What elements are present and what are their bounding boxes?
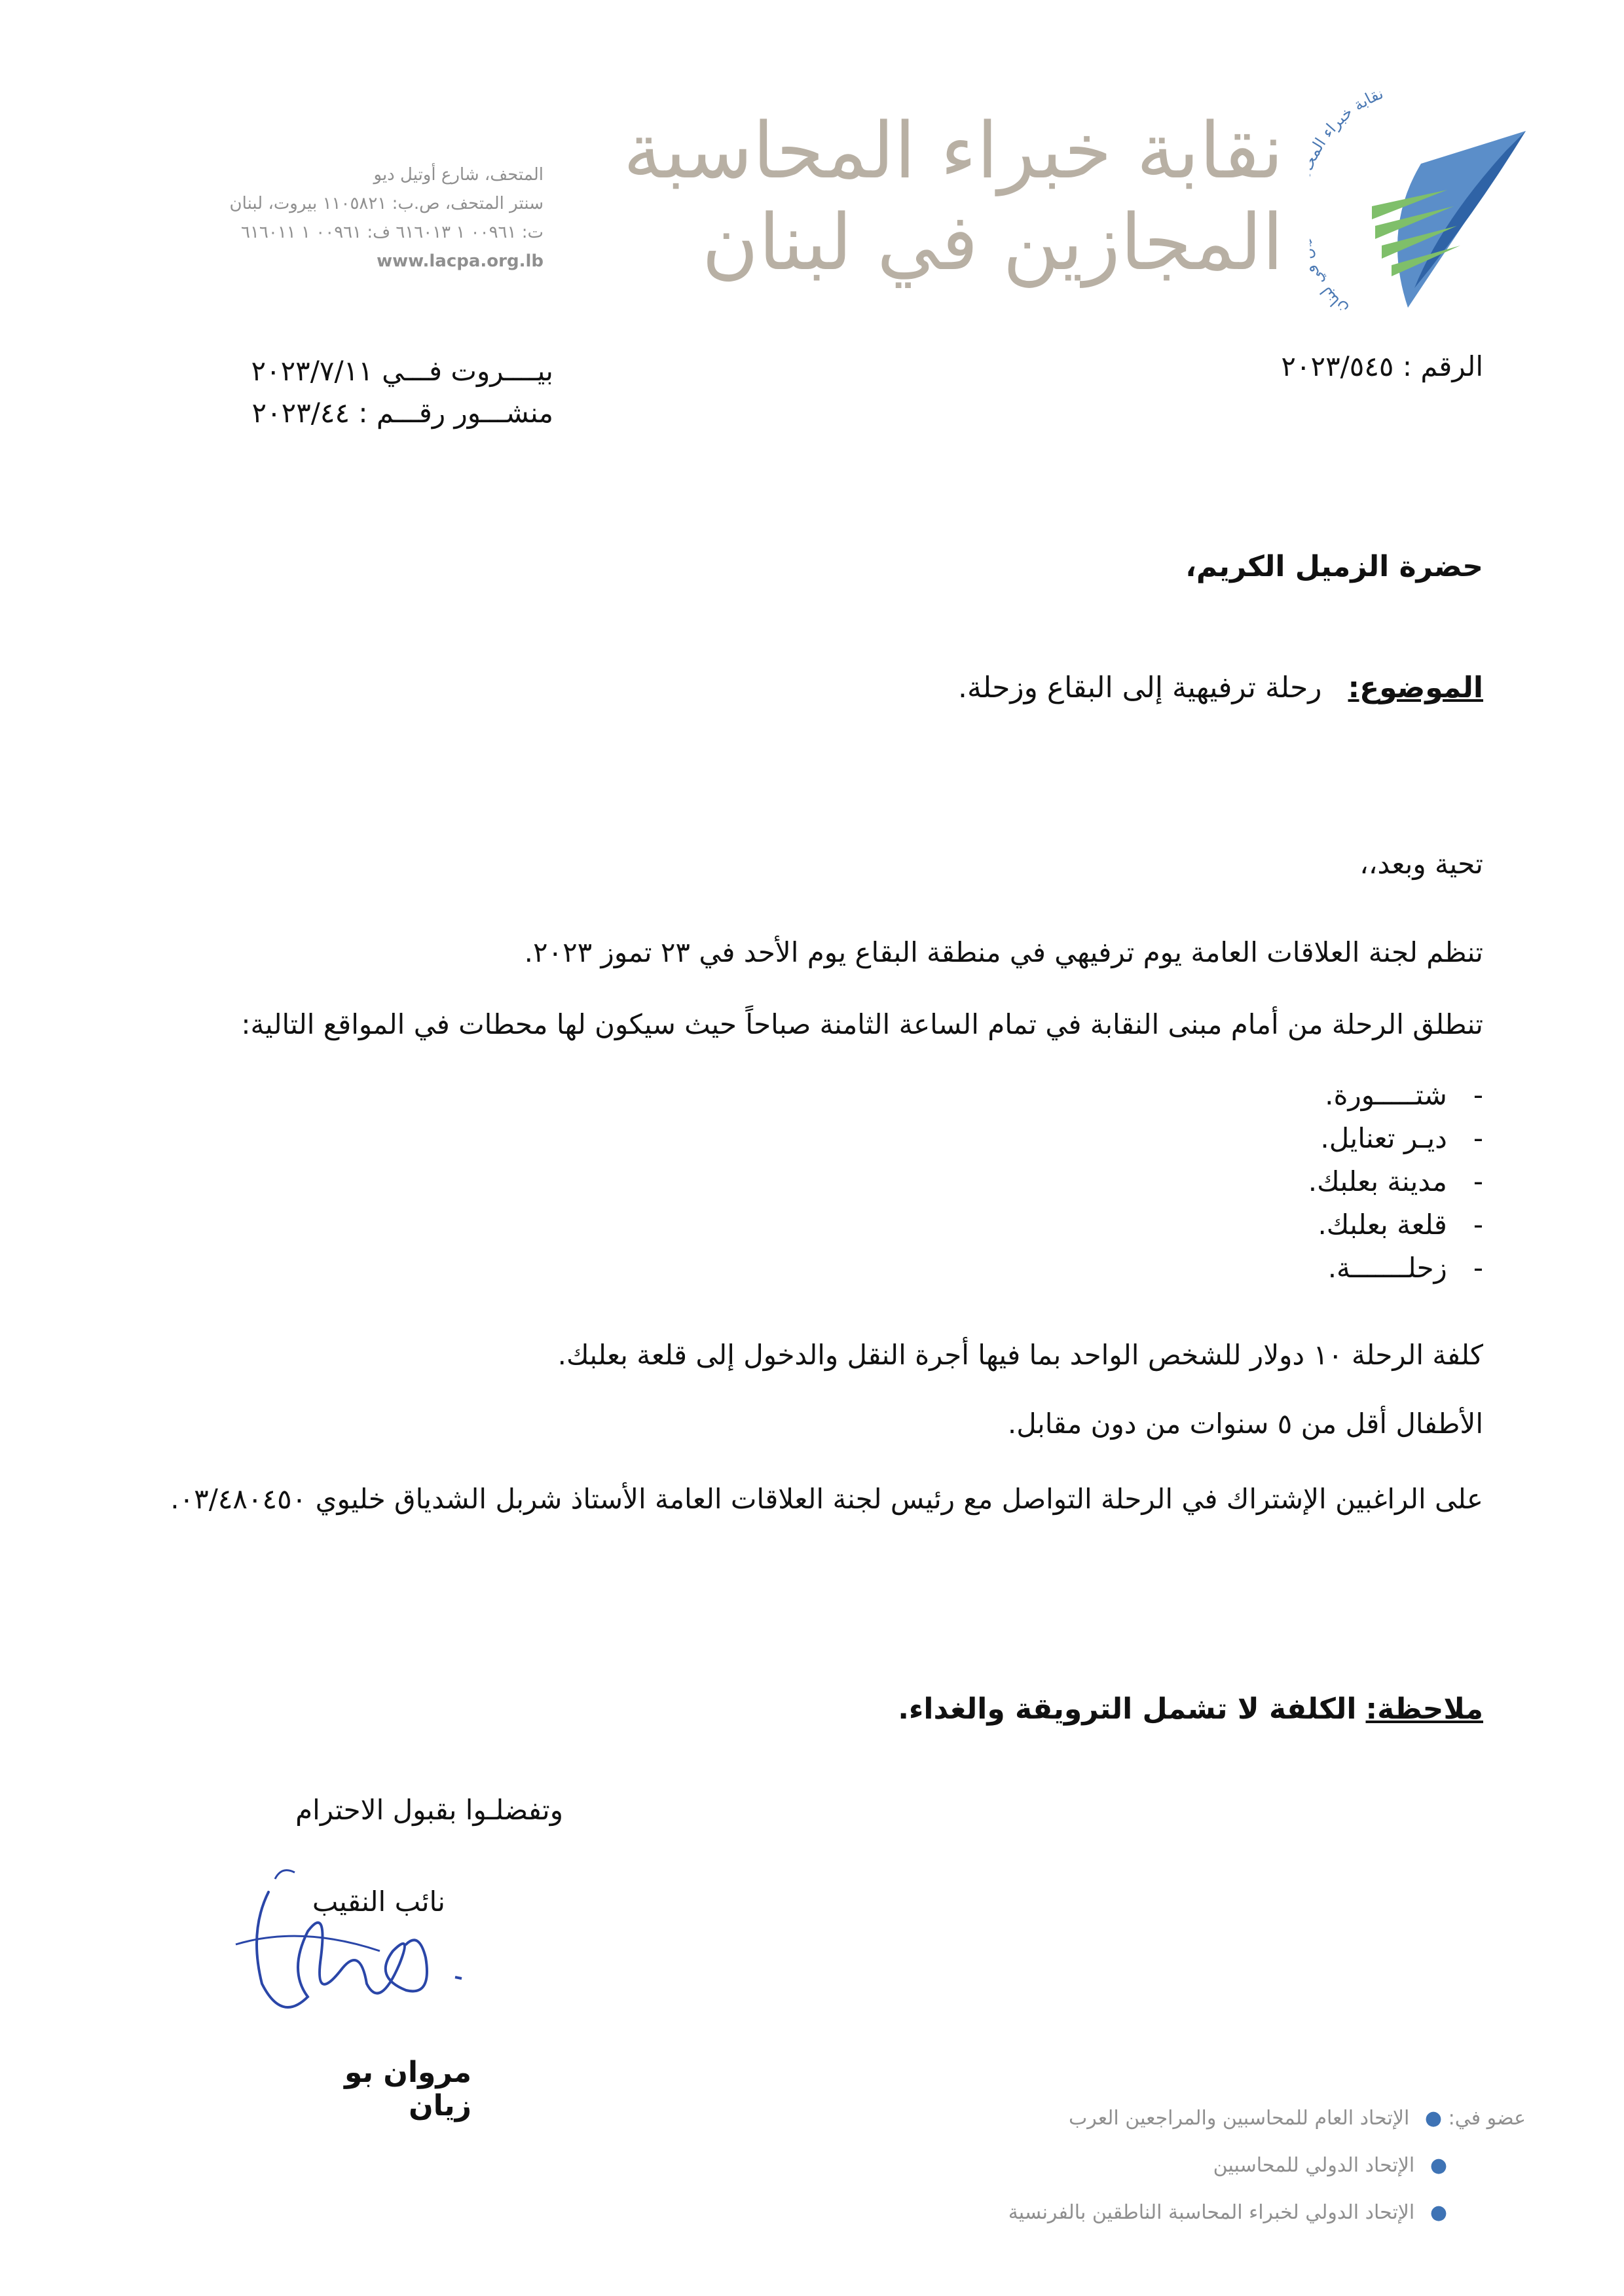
stops-list — [1221, 1074, 1483, 1290]
contact-address: المتحف، شارع أوتيل ديو — [373, 165, 544, 185]
list-item: -ديـر تعنايل. — [1320, 1122, 1483, 1154]
note-label: ملاحظة: — [1365, 1692, 1483, 1726]
subject-text: رحلة ترفيهية إلى البقاع وزحلة. — [958, 671, 1322, 704]
membership-row — [805, 2095, 1526, 2142]
paragraph-departure: تنطلق الرحلة من أمام مبنى النقابة في تمام الساعة الثامنة صباحاً حيث سيكون لها محطات في المواقع التالية: — [241, 1008, 1483, 1040]
list-item: -قلعة بعلبك. — [1318, 1209, 1483, 1241]
contact-phone-fax: ت: ٠٠٩٦١ ١ ٦١٦٠١٣ ف: ٠٠٩٦١ ١ ٦١٦٠١١ — [240, 223, 544, 242]
bullet-icon: ● — [1430, 2154, 1447, 2177]
salutation: حضرة الزميل الكريم، — [1185, 550, 1483, 583]
list-item: -زحلـــــــة. — [1327, 1252, 1483, 1284]
contact-website[interactable]: www.lacpa.org.lb — [377, 251, 544, 271]
svg-text:نقابة خبراء المحاسبة المجازين — [1310, 92, 1386, 318]
signatory-name: مروان بو زيان — [344, 2056, 471, 2123]
logo-arc-text: نقابة خبراء ال لبنان — [1310, 92, 1386, 319]
footer-memberships — [805, 2095, 1526, 2236]
note — [898, 1692, 1483, 1726]
letter-date: بيــــروت فـــي ٢٠٢٣/٧/١١ — [251, 355, 553, 387]
list-item: -شتـــــورة. — [1325, 1079, 1483, 1111]
membership-row — [805, 2189, 1526, 2236]
closing: وتفضلـوا بقبول الاحترام — [295, 1794, 563, 1826]
circular-number: منشـــور رقـــم : ٢٠٢٣/٤٤ — [251, 397, 553, 429]
paragraph-cost: كلفة الرحلة ١٠ دولار للشخص الواحد بما فيها أجرة النقل والدخول إلى قلعة بعلبك. — [557, 1339, 1483, 1371]
subject-line — [958, 671, 1483, 704]
org-name-line2: المجازين في لبنان — [701, 197, 1283, 287]
note-text: الكلفة لا تشمل الترويقة والغداء. — [898, 1692, 1357, 1726]
lacpa-logo — [1310, 92, 1559, 321]
bullet-icon: ● — [1430, 2201, 1447, 2224]
membership-item: الإتحاد الدولي لخبراء المحاسبة الناطقين بالفرنسية — [1008, 2201, 1415, 2224]
bullet-icon: ● — [1424, 2107, 1443, 2130]
org-name — [623, 105, 1283, 295]
signatory-title: نائب النقيب — [312, 1886, 445, 1918]
membership-item: الإتحاد الدولي للمحاسبين — [1213, 2154, 1415, 2177]
date-block — [160, 350, 553, 434]
membership-row — [805, 2142, 1526, 2189]
contact-block — [118, 160, 544, 276]
handwritten-signature — [210, 1853, 485, 2069]
reference-number: الرقم : ٢٠٢٣/٥٤٥ — [1281, 350, 1483, 382]
member-label: عضو في: — [1448, 2107, 1526, 2130]
membership-item: الإتحاد العام للمحاسبين والمراجعين العرب — [1069, 2107, 1410, 2130]
paragraph-contact: على الراغبين الإشتراك في الرحلة التواصل مع رئيس لجنة العلاقات العامة الأستاذ شربل الشدياق خليوي ٠٣/٤٨٠٤٥٠. — [170, 1483, 1483, 1515]
list-item: -مدينة بعلبك. — [1308, 1165, 1483, 1197]
greeting: تحية وبعد،، — [1359, 848, 1483, 880]
paragraph-children: الأطفال أقل من ٥ سنوات من دون مقابل. — [1007, 1408, 1483, 1440]
paragraph-event: تنظم لجنة العلاقات العامة يوم ترفيهي في منطقة البقاع يوم الأحد في ٢٣ تموز ٢٠٢٣. — [524, 936, 1483, 968]
org-name-line1: نقابة خبراء المحاسبة — [623, 105, 1283, 196]
subject-label: الموضوع: — [1348, 671, 1483, 704]
contact-pobox: سنتر المتحف، ص.ب: ١١٠٥٨٢١ بيروت، لبنان — [229, 194, 544, 213]
